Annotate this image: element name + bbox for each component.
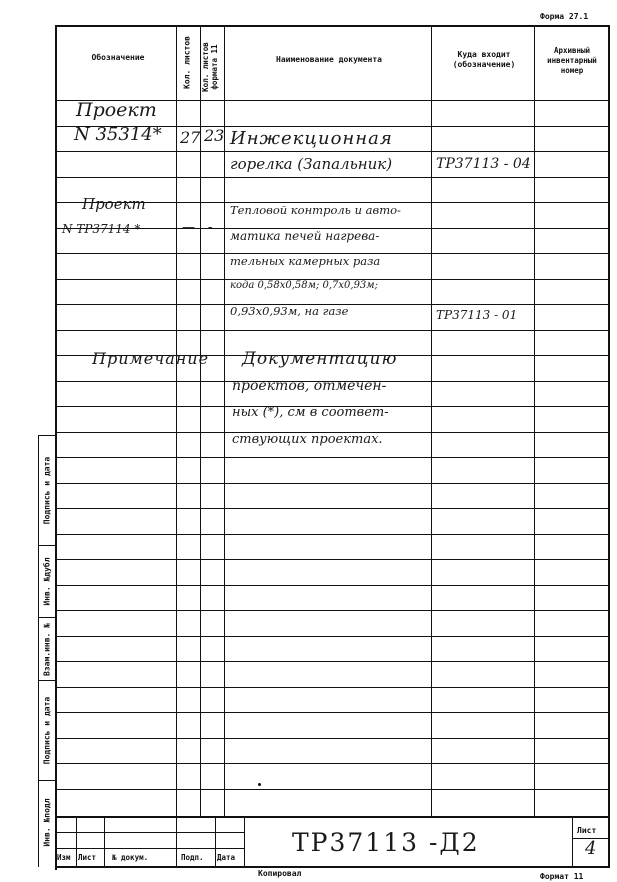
row-line	[55, 687, 610, 688]
col-line-5	[534, 25, 535, 817]
side-signature-date-bottom: Подпись и дата	[42, 696, 52, 765]
row-4-designation: Проект	[82, 195, 146, 213]
title-sub-line-1	[55, 832, 245, 833]
row-line	[55, 457, 610, 458]
title-top-line	[55, 816, 610, 818]
row-8-name: кода 0,58x0,58м; 0,7x0,93м;	[230, 280, 378, 291]
row-line	[55, 177, 610, 178]
row-line	[55, 330, 610, 331]
row-line	[55, 559, 610, 560]
row-1-designation: Проект	[76, 99, 157, 121]
format-label: Формат 11	[540, 872, 584, 881]
title-sheet-no: 4	[585, 838, 597, 859]
row-2-name: Инжекционная	[230, 128, 393, 149]
row-line	[55, 661, 610, 662]
title-list: Лист	[78, 853, 97, 862]
title-sign: Подп.	[181, 853, 204, 862]
title-sheet-label: Лист	[577, 826, 597, 835]
title-col-doc	[176, 816, 177, 866]
row-3-where: ТР37113 - 04	[436, 156, 531, 172]
side-signature-date-top: Подпись и дата	[42, 456, 52, 525]
side-strip-left	[38, 435, 39, 867]
row-5-name: Тепловой контроль и авто-	[230, 203, 401, 217]
header-archive: Архивный инвентарный номер	[547, 46, 597, 75]
row-13-name: ствующих проектах.	[232, 432, 383, 447]
title-col-date	[244, 816, 245, 868]
side-inv-dup: Инв. №дубл	[42, 557, 52, 606]
row-2-designation: N 35314*	[74, 124, 162, 145]
row-5-sheets: —	[182, 220, 195, 235]
row-2-sheets: 27	[180, 128, 201, 147]
row-line	[55, 636, 610, 637]
side-inv-orig: Инв. №подл	[42, 798, 52, 847]
title-date: Дата	[217, 853, 236, 862]
row-12-name: ных (*), см в соответ-	[232, 405, 389, 420]
header-doc-name: Наименование документа	[276, 55, 382, 64]
row-line	[55, 610, 610, 611]
header-sheets-format: Кол. листов формата 11	[201, 42, 219, 92]
row-10-name: Документацию	[242, 349, 398, 369]
title-izm: Изм	[57, 853, 71, 862]
frame-top	[55, 25, 610, 27]
row-9-name: 0,93x0,93м, на газе	[230, 304, 349, 318]
row-10-designation: Примечание	[92, 349, 210, 368]
title-col-sheet	[572, 816, 573, 868]
title-col-sign	[215, 816, 216, 866]
header-sheets-count: Кол. листов	[182, 36, 192, 89]
row-line	[55, 789, 610, 790]
col-line-1	[176, 25, 177, 817]
side-replaced-inv: Взам.инв. №	[42, 623, 52, 676]
title-sub-line-2	[55, 848, 245, 849]
ink-dot	[258, 783, 261, 786]
row-line	[55, 508, 610, 509]
col-line-4	[431, 25, 432, 817]
row-7-name: тельных камерных раза	[230, 254, 381, 268]
row-line	[55, 151, 610, 152]
row-line	[55, 738, 610, 739]
row-9-where: ТР37113 - 01	[436, 308, 518, 322]
row-line	[55, 534, 610, 535]
row-line	[55, 585, 610, 586]
row-line	[55, 712, 610, 713]
row-5-sheets-fmt: -	[208, 220, 213, 235]
title-doc-no: № докум.	[112, 853, 149, 862]
form-label: Форма 27.1	[540, 12, 589, 21]
header-designation: Обозначение	[91, 53, 145, 62]
title-col-list	[104, 816, 105, 866]
row-2-sheets-fmt: 23	[204, 126, 225, 145]
title-col-izm	[76, 816, 77, 866]
copy-label: Копировал	[258, 869, 302, 878]
row-11-name: проектов, отмечен-	[232, 378, 387, 394]
row-line	[55, 763, 610, 764]
row-line	[55, 483, 610, 484]
title-designation: ТР37113 -Д2	[292, 828, 480, 857]
frame-bottom	[55, 866, 610, 868]
row-6-name: матика печей нагрева-	[230, 229, 380, 243]
row-5-designation: N ТР37114 *	[62, 222, 141, 236]
header-where-used: Куда входит (обозначение)	[452, 50, 516, 69]
row-3-name: горелка (Запальник)	[230, 155, 393, 173]
